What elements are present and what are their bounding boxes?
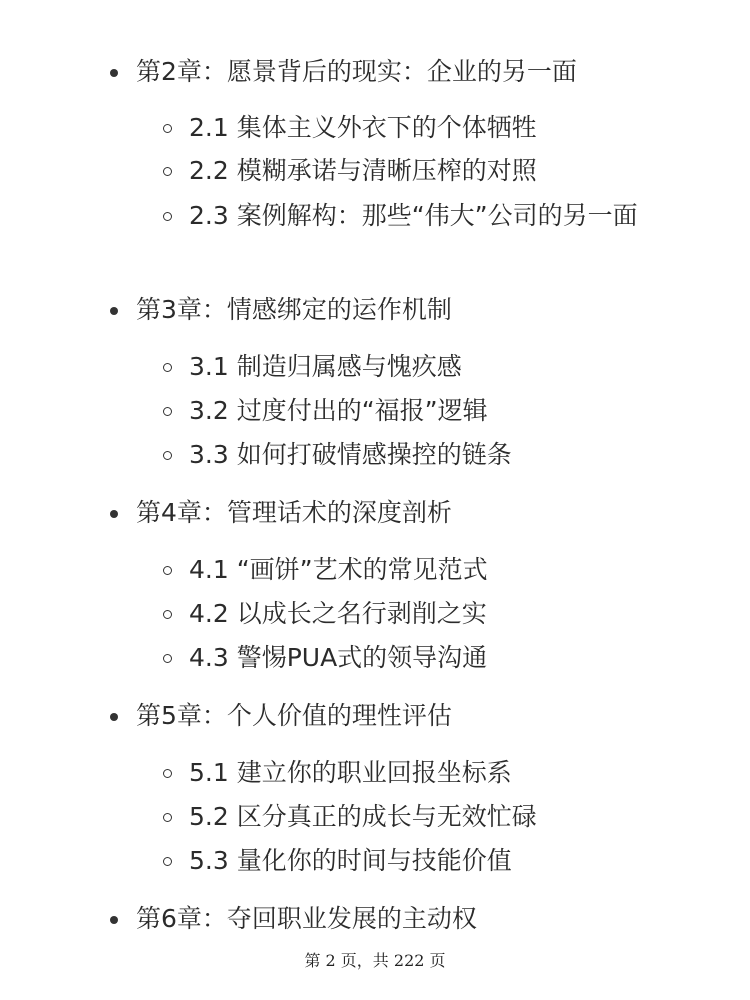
chapter-5-heading: [110, 698, 670, 734]
bullet-circle-icon: [163, 212, 172, 221]
section-title: 5.1 建立你的职业回报坐标系: [189, 758, 512, 787]
bullet-circle-icon: [163, 769, 172, 778]
bullet-circle-icon: [163, 363, 172, 372]
bullet-circle-icon: [163, 407, 172, 416]
chapter-2-heading: [110, 54, 670, 90]
section-item: [163, 797, 699, 837]
chapter-4-heading: [110, 495, 670, 531]
bullet-circle-icon: [163, 566, 172, 575]
section-title: 4.3 警惕PUA式的领导沟通: [189, 643, 488, 672]
bullet-dot-icon: [110, 510, 118, 518]
bullet-dot-icon: [110, 916, 118, 924]
bullet-circle-icon: [163, 167, 172, 176]
chapter-6-heading: [110, 901, 670, 937]
bullet-dot-icon: [110, 69, 118, 77]
chapter-title: 第2章：愿景背后的现实：企业的另一面: [136, 57, 577, 86]
chapter-title: 第3章：情感绑定的运作机制: [136, 295, 452, 324]
section-item: [163, 594, 699, 634]
section-item: [163, 550, 699, 590]
page-number-footer: 第 2 页，共 222 页: [304, 951, 446, 970]
bullet-circle-icon: [163, 124, 172, 133]
bullet-circle-icon: [163, 654, 172, 663]
section-title: 4.2 以成长之名行剥削之实: [189, 599, 487, 628]
section-title: 5.3 量化你的时间与技能价值: [189, 846, 512, 875]
section-item: [163, 435, 699, 475]
section-title: 5.2 区分真正的成长与无效忙碌: [189, 802, 537, 831]
bullet-dot-icon: [110, 713, 118, 721]
section-item: [163, 638, 699, 678]
section-title: 2.1 集体主义外衣下的个体牺牲: [189, 113, 537, 142]
section-title: 3.2 过度付出的“福报”逻辑: [189, 396, 488, 425]
chapter-title: 第5章：个人价值的理性评估: [136, 701, 452, 730]
section-item: [163, 108, 699, 148]
section-item: [163, 151, 699, 191]
section-title: 3.1 制造归属感与愧疚感: [189, 352, 462, 381]
bullet-dot-icon: [110, 307, 118, 315]
section-title: 4.1 “画饼”艺术的常见范式: [189, 555, 488, 584]
section-title: 3.3 如何打破情感操控的链条: [189, 440, 512, 469]
bullet-circle-icon: [163, 451, 172, 460]
section-item: [163, 753, 699, 793]
bullet-circle-icon: [163, 857, 172, 866]
chapter-3-heading: [110, 292, 670, 328]
chapter-title: 第6章：夺回职业发展的主动权: [136, 904, 477, 933]
section-title: 2.3 案例解构：那些“伟大”公司的另一面: [189, 201, 638, 230]
chapter-title: 第4章：管理话术的深度剖析: [136, 498, 452, 527]
section-title: 2.2 模糊承诺与清晰压榨的对照: [189, 156, 537, 185]
bullet-circle-icon: [163, 610, 172, 619]
bullet-circle-icon: [163, 813, 172, 822]
section-item: [163, 391, 699, 431]
section-item: [163, 347, 699, 387]
section-item: [163, 196, 699, 236]
section-item: [163, 841, 699, 881]
